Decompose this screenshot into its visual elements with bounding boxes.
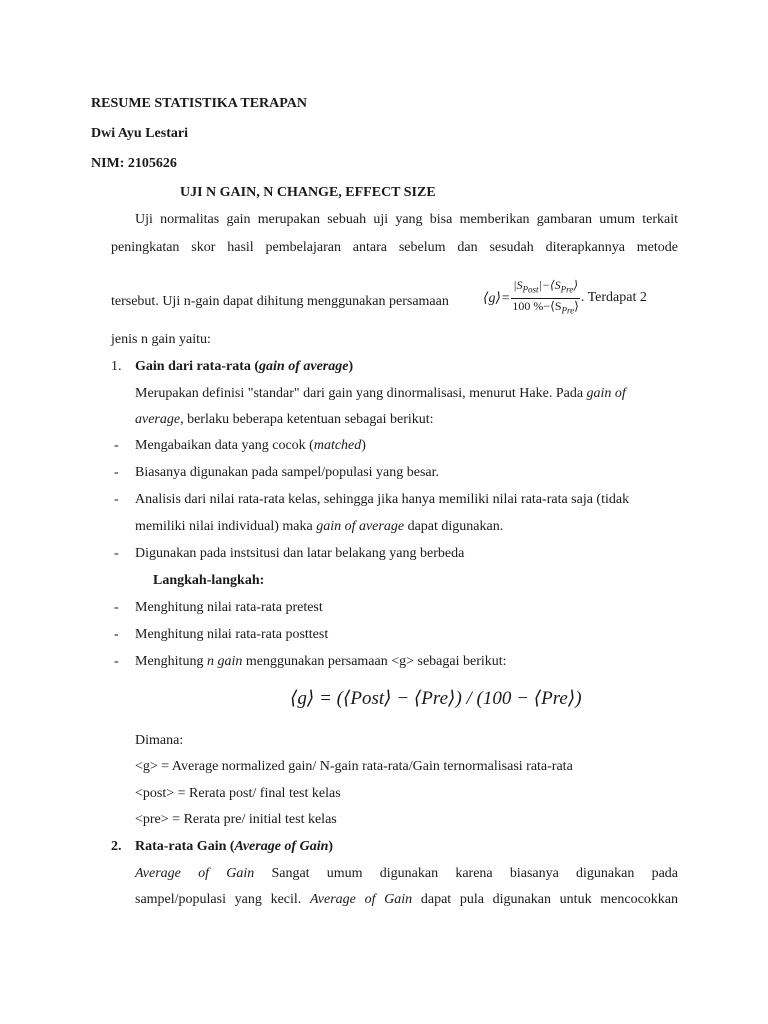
step-2: Menghitung nilai rata-rata posttest (135, 627, 329, 642)
bullet-dash: - (114, 627, 119, 642)
student-id: NIM: 2105626 (91, 156, 177, 171)
formula-numerator: $|S_{Post}|-⟨S_{Pre}⟩$ (511, 278, 580, 298)
section-2-title: Rata-rata Gain (Average of Gain) (135, 839, 334, 854)
intro-line-4: jenis n gain yaitu: (111, 332, 211, 347)
definitions-label: Dimana: (135, 733, 184, 748)
definition-post: <post> = Rerata post/ final test kelas (135, 786, 341, 801)
bullet-dash: - (114, 546, 119, 561)
definition-g: <g> = Average normalized gain/ N-gain rata-rata/Gain ternormalisasi rata-rata (135, 759, 573, 774)
step-3: Menghitung n gain menggunakan persamaan <g> sebagai berikut: (135, 654, 507, 669)
section-heading: UJI N GAIN, N CHANGE, EFFECT SIZE (180, 185, 436, 200)
bullet-dash: - (114, 438, 119, 453)
bullet-1: Mengabaikan data yang cocok (matched) (135, 438, 366, 453)
intro-line-1: Uji normalitas gain merupakan sebuah uji yang bisa memberikan gambaran umum terkait (135, 212, 678, 227)
bullet-4: Digunakan pada instsitusi dan latar belakang yang berbeda (135, 546, 465, 561)
intro-line-2: peningkatan skor hasil pembelajaran antara sebelum dan sesudah diterapkannya metode (111, 240, 678, 255)
author-name: Dwi Ayu Lestari (91, 126, 188, 141)
step-1: Menghitung nilai rata-rata pretest (135, 600, 323, 615)
section-1-para-line-1: Merupakan definisi "standar" dari gain yang dinormalisasi, menurut Hake. Pada gain of (135, 386, 626, 401)
section-1-title: Gain dari rata-rata (gain of average) (135, 359, 354, 374)
bullet-dash: - (114, 465, 119, 480)
ngain-formula (483, 276, 647, 320)
bullet-2: Biasanya digunakan pada sampel/populasi yang besar. (135, 465, 440, 480)
section-1-number: 1. (111, 359, 122, 374)
bullet-dash: - (114, 654, 119, 669)
intro-line-3-text: tersebut. Uji n-gain dapat dihitung menggunakan persamaan (111, 294, 449, 309)
steps-title: Langkah-langkah: (153, 573, 265, 588)
section-2-para-line-2: sampel/populasi yang kecil. Average of Gain dapat pula digunakan untuk mencocokkan (135, 892, 679, 907)
intro-line-3 (111, 293, 449, 311)
section-2-number: 2. (111, 839, 122, 854)
bullet-3-line-2: memiliki nilai individual) maka gain of average dapat digunakan. (135, 519, 504, 534)
formula-fraction (510, 278, 580, 318)
document-title: RESUME STATISTIKA TERAPAN (91, 96, 308, 111)
section-1-para-line-2: average, berlaku beberapa ketentuan sebagai berikut: (135, 412, 434, 427)
intro-line-3-tail: . Terdapat 2 (580, 290, 647, 305)
bullet-3-line-1: Analisis dari nilai rata-rata kelas, sehingga jika hanya memiliki nilai rata-rata saja (tidak (135, 492, 630, 507)
bullet-dash: - (114, 492, 119, 507)
formula-lhs: ⟨g⟩= (483, 290, 511, 306)
formula-denominator: 100 $\%-⟨S_{Pre}⟩$ (512, 298, 579, 315)
definition-pre: <pre> = Rerata pre/ initial test kelas (135, 812, 337, 827)
bullet-dash: - (114, 600, 119, 615)
section-2-para-line-1: Average of Gain Sangat umum digunakan karena biasanya digunakan pada (135, 866, 679, 881)
average-gain-formula: ⟨g⟩ = (⟨Post⟩ − ⟨Pre⟩) / (100 − ⟨Pre⟩) (290, 688, 582, 709)
